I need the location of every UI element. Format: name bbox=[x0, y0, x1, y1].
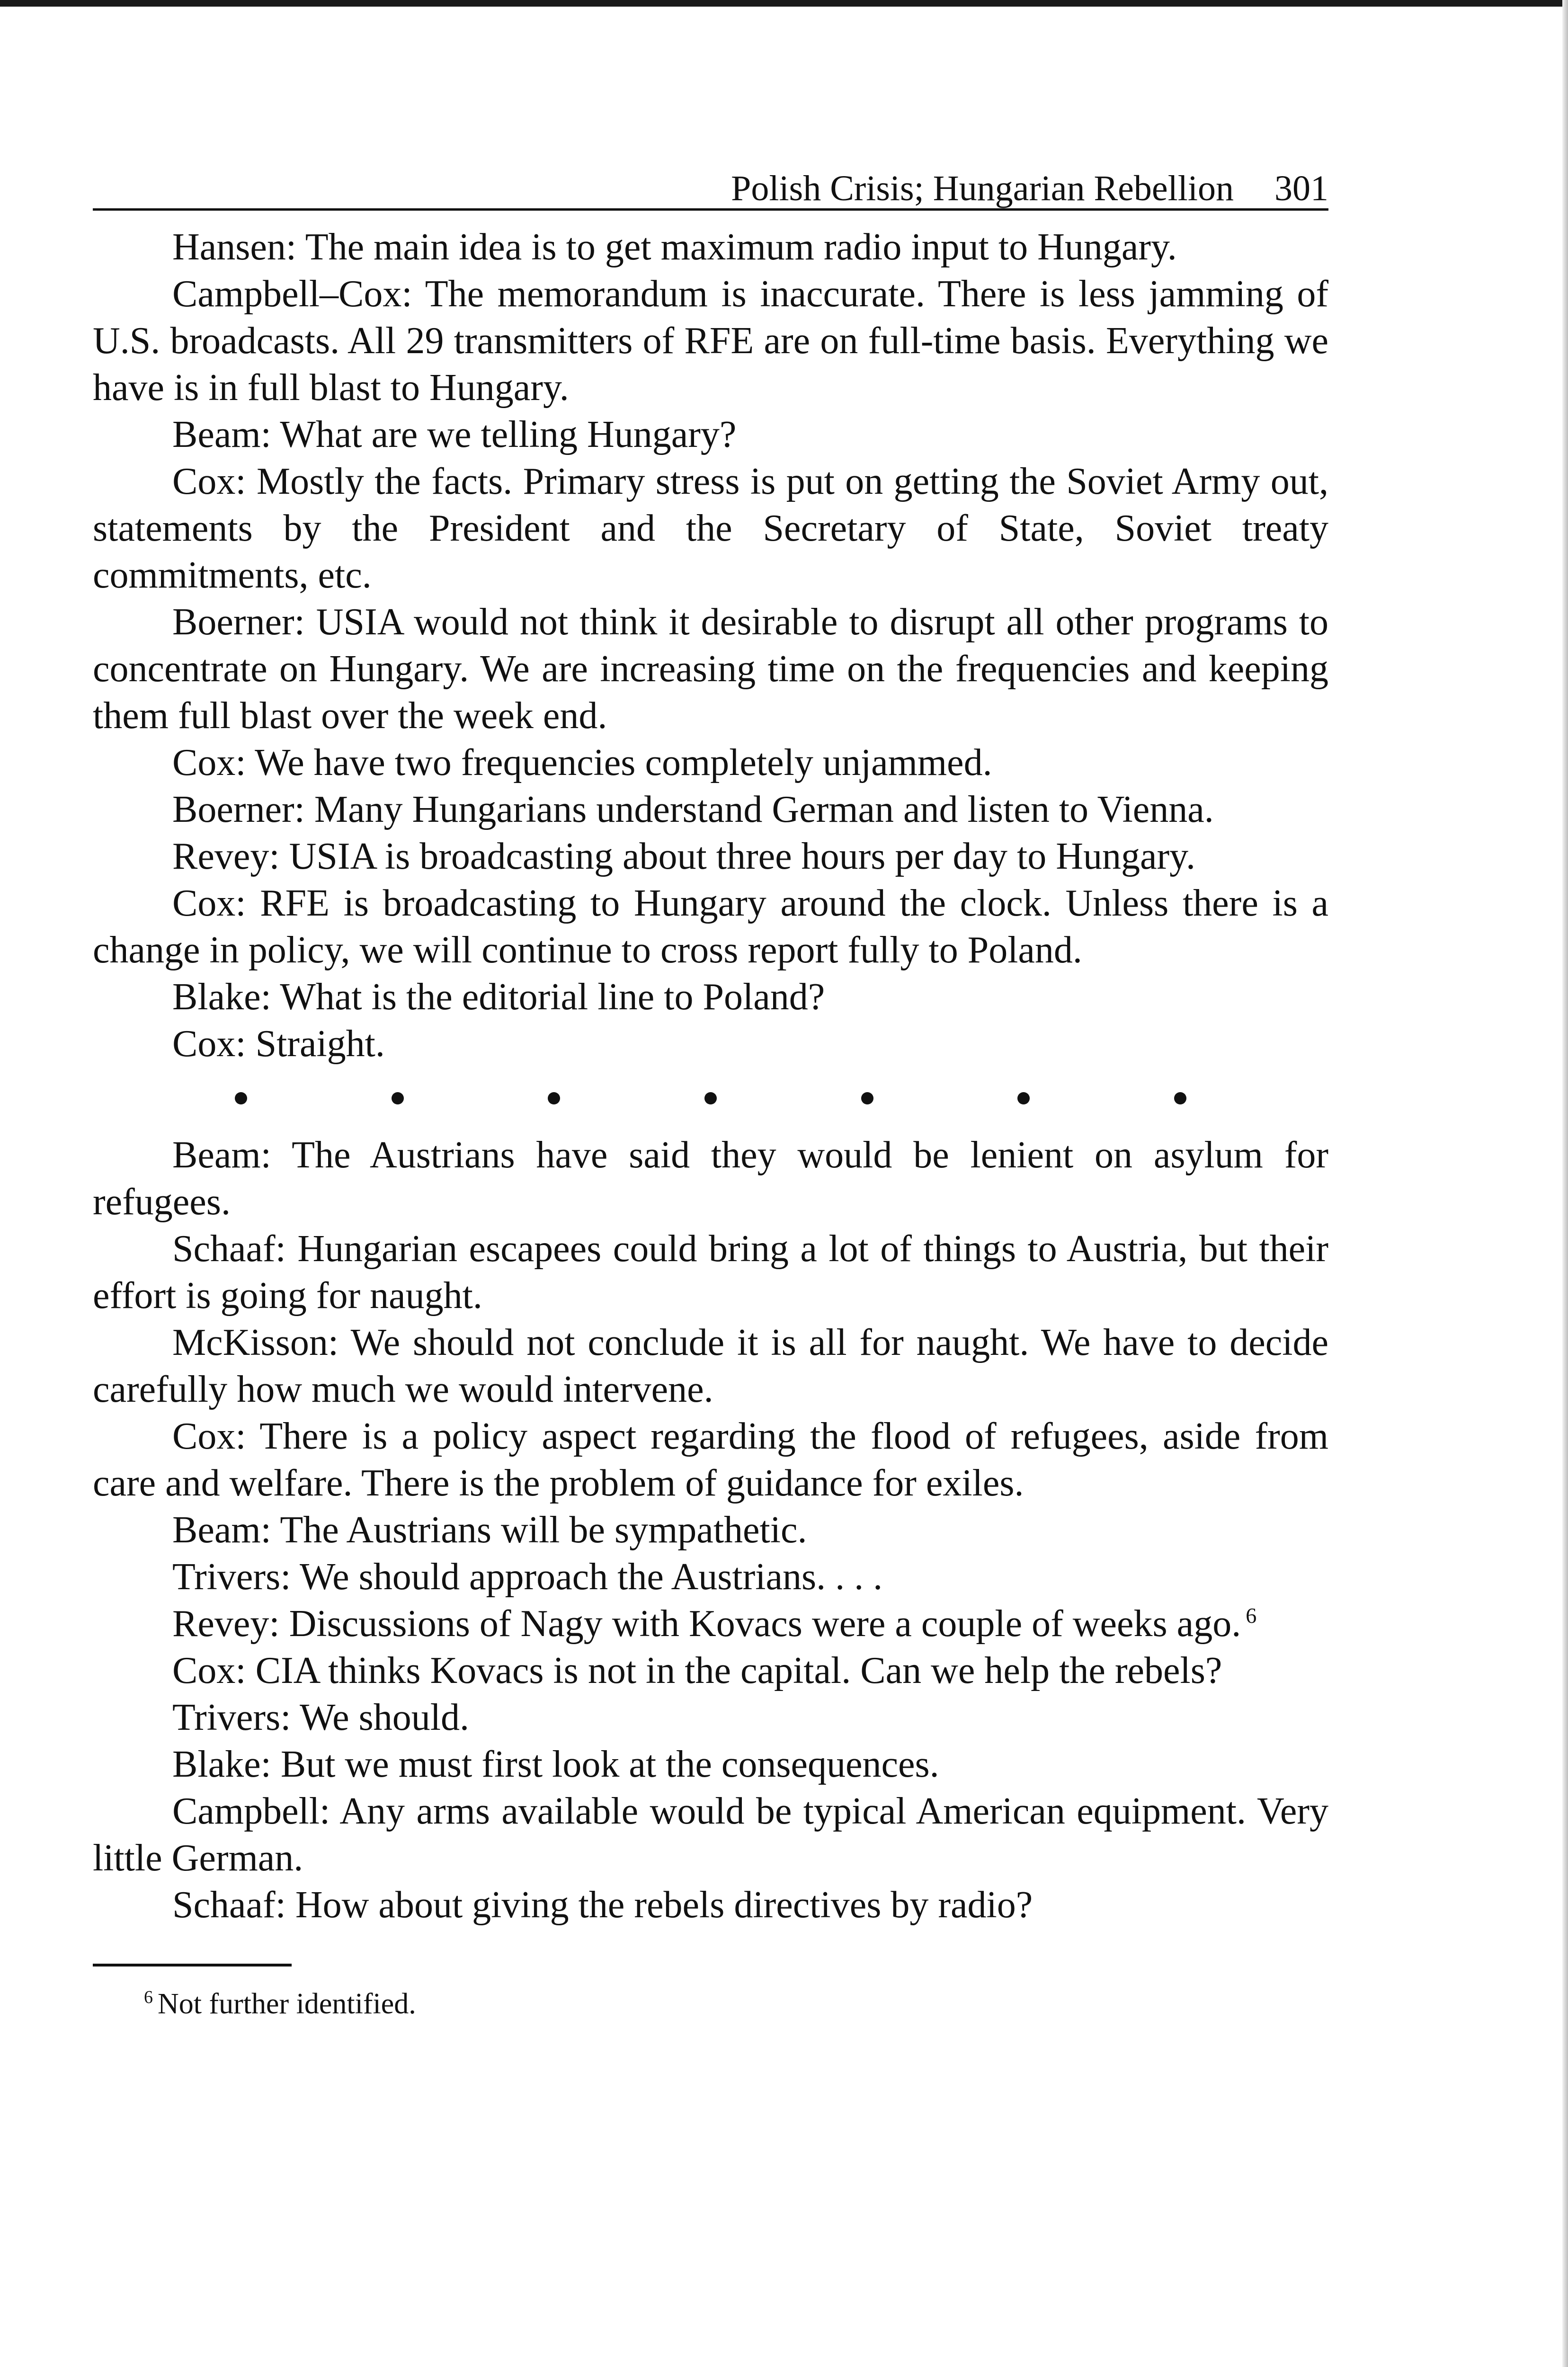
body-text bbox=[93, 224, 1328, 1929]
bullet-dot bbox=[861, 1092, 873, 1104]
paragraph: Cox: Mostly the facts. Primary stress is put on getting the Soviet Army out, statements by the President and the Secretary of State, Soviet treaty commitments, etc. bbox=[93, 461, 1328, 596]
paragraph: Beam: What are we telling Hungary? bbox=[172, 414, 737, 455]
footnote-reference: 6 bbox=[1246, 1603, 1257, 1628]
paragraph: Trivers: We should. bbox=[172, 1697, 469, 1738]
footnote-text: Not further identified. bbox=[158, 1988, 416, 2020]
paragraph: Cox: CIA thinks Kovacs is not in the capital. Can we help the rebels? bbox=[172, 1650, 1222, 1691]
bullet-dot bbox=[704, 1092, 717, 1104]
page-right-edge bbox=[1562, 0, 1568, 2367]
page-number: 301 bbox=[1274, 169, 1328, 208]
paragraph: McKisson: We should not conclude it is all for naught. We have to decide carefully how much we would intervene. bbox=[93, 1322, 1328, 1410]
paragraph: Boerner: Many Hungarians understand German and listen to Vienna. bbox=[172, 789, 1214, 830]
bullet-dot bbox=[548, 1092, 560, 1104]
book-page bbox=[93, 156, 1328, 2021]
running-head bbox=[93, 156, 1328, 211]
paragraph: Blake: But we must first look at the consequences. bbox=[172, 1744, 939, 1785]
page-top-border bbox=[0, 0, 1568, 7]
paragraph-with-footnote bbox=[93, 1601, 1328, 1647]
paragraph-text: Revey: Discussions of Nagy with Kovacs were a couple of weeks ago. bbox=[172, 1603, 1241, 1645]
paragraph: Schaaf: How about giving the rebels directives by radio? bbox=[172, 1884, 1033, 1926]
bullet-dot bbox=[1174, 1092, 1186, 1104]
bullet-dot bbox=[392, 1092, 404, 1104]
paragraph: Cox: RFE is broadcasting to Hungary around the clock. Unless there is a change in policy, we will continue to cross report fully to Poland. bbox=[93, 882, 1328, 971]
section-break-dots bbox=[235, 1092, 1186, 1104]
running-head-title: Polish Crisis; Hungarian Rebellion bbox=[731, 169, 1234, 208]
paragraph: Trivers: We should approach the Austrians. . . . bbox=[172, 1556, 883, 1598]
paragraph: Revey: USIA is broadcasting about three hours per day to Hungary. bbox=[172, 836, 1195, 877]
paragraph: Blake: What is the editorial line to Poland? bbox=[172, 976, 825, 1018]
paragraph: Schaaf: Hungarian escapees could bring a lot of things to Austria, but their effort is going for naught. bbox=[93, 1228, 1328, 1317]
paragraph: Boerner: USIA would not think it desirable to disrupt all other programs to concentrate on Hungary. We are increasing time on the frequencies and keeping them full blast over the week end. bbox=[93, 601, 1328, 737]
paragraph: Beam: The Austrians will be sympathetic. bbox=[172, 1509, 807, 1551]
paragraph: Cox: There is a policy aspect regarding the flood of refugees, aside from care and welfare. There is the problem of guidance for exiles. bbox=[93, 1415, 1328, 1504]
paragraph: Campbell: Any arms available would be typical American equipment. Very little German. bbox=[93, 1790, 1328, 1879]
footnote bbox=[144, 1986, 1328, 2021]
paragraph: Beam: The Austrians have said they would be lenient on asylum for refugees. bbox=[93, 1134, 1328, 1223]
paragraph: Cox: Straight. bbox=[172, 1023, 385, 1065]
footnote-rule bbox=[93, 1964, 292, 1967]
paragraph: Campbell–Cox: The memorandum is inaccurate. There is less jamming of U.S. broadcasts. All 29 transmitters of RFE are on full-time basis. Everything we have is in full blast to Hungary. bbox=[93, 273, 1328, 409]
footnote-mark: 6 bbox=[144, 1987, 153, 2008]
paragraph: Cox: We have two frequencies completely unjammed. bbox=[172, 742, 992, 783]
bullet-dot bbox=[235, 1092, 247, 1104]
paragraph: Hansen: The main idea is to get maximum radio input to Hungary. bbox=[172, 226, 1177, 268]
bullet-dot bbox=[1017, 1092, 1030, 1104]
